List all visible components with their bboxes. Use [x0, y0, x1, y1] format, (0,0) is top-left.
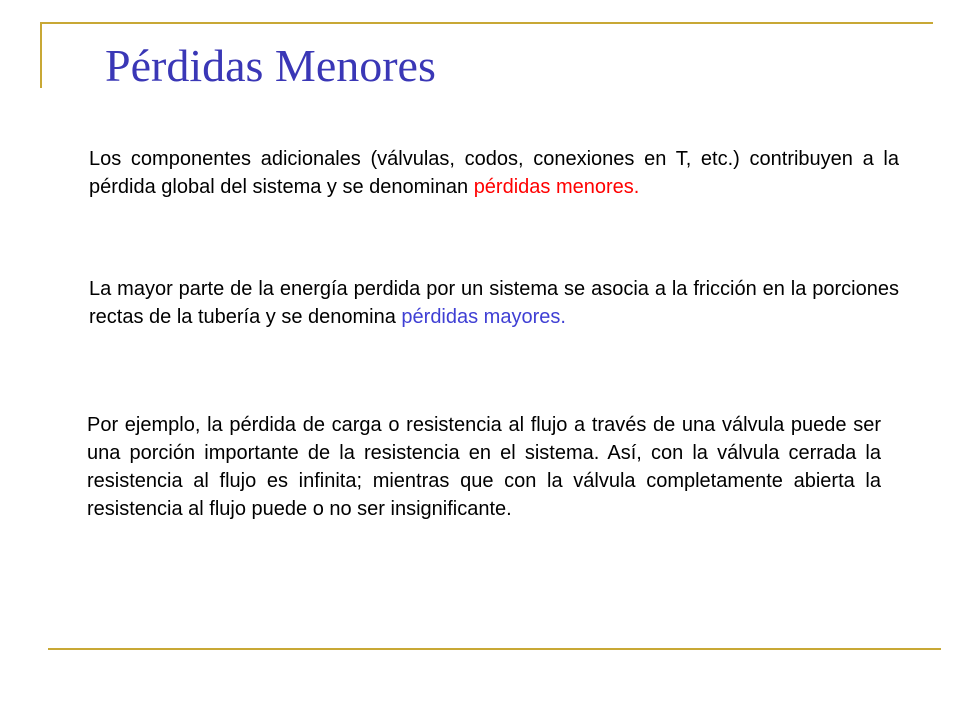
- top-divider-line: [40, 22, 933, 24]
- minor-losses-term: pérdidas menores.: [473, 176, 640, 198]
- left-accent-line: [40, 22, 42, 88]
- slide-title: Pérdidas Menores: [105, 40, 436, 91]
- major-losses-term: pérdidas mayores.: [401, 306, 566, 328]
- paragraph-minor-losses-text: Los componentes adicionales (válvulas, codos, conexiones en T, etc.) contribuyen a la pérdida global del sistema y se denominan: [89, 148, 899, 198]
- paragraph-valve-example: Por ejemplo, la pérdida de carga o resistencia al flujo a través de una válvula puede ser una porción importante de la resistencia en el sistema. Así, con la válvula cerrada la resistencia al flujo es infinita; mientras que con la válvula completamente abierta la resistencia al flujo puede o no ser insignificante.: [87, 414, 881, 520]
- paragraph-major-losses-text: La mayor parte de la energía perdida por un sistema se asocia a la fricción en la porciones rectas de la tubería y se denomina: [89, 278, 899, 328]
- paragraph-major-losses: [89, 275, 899, 331]
- bottom-divider-line: [48, 648, 941, 650]
- paragraph-minor-losses: [89, 145, 899, 201]
